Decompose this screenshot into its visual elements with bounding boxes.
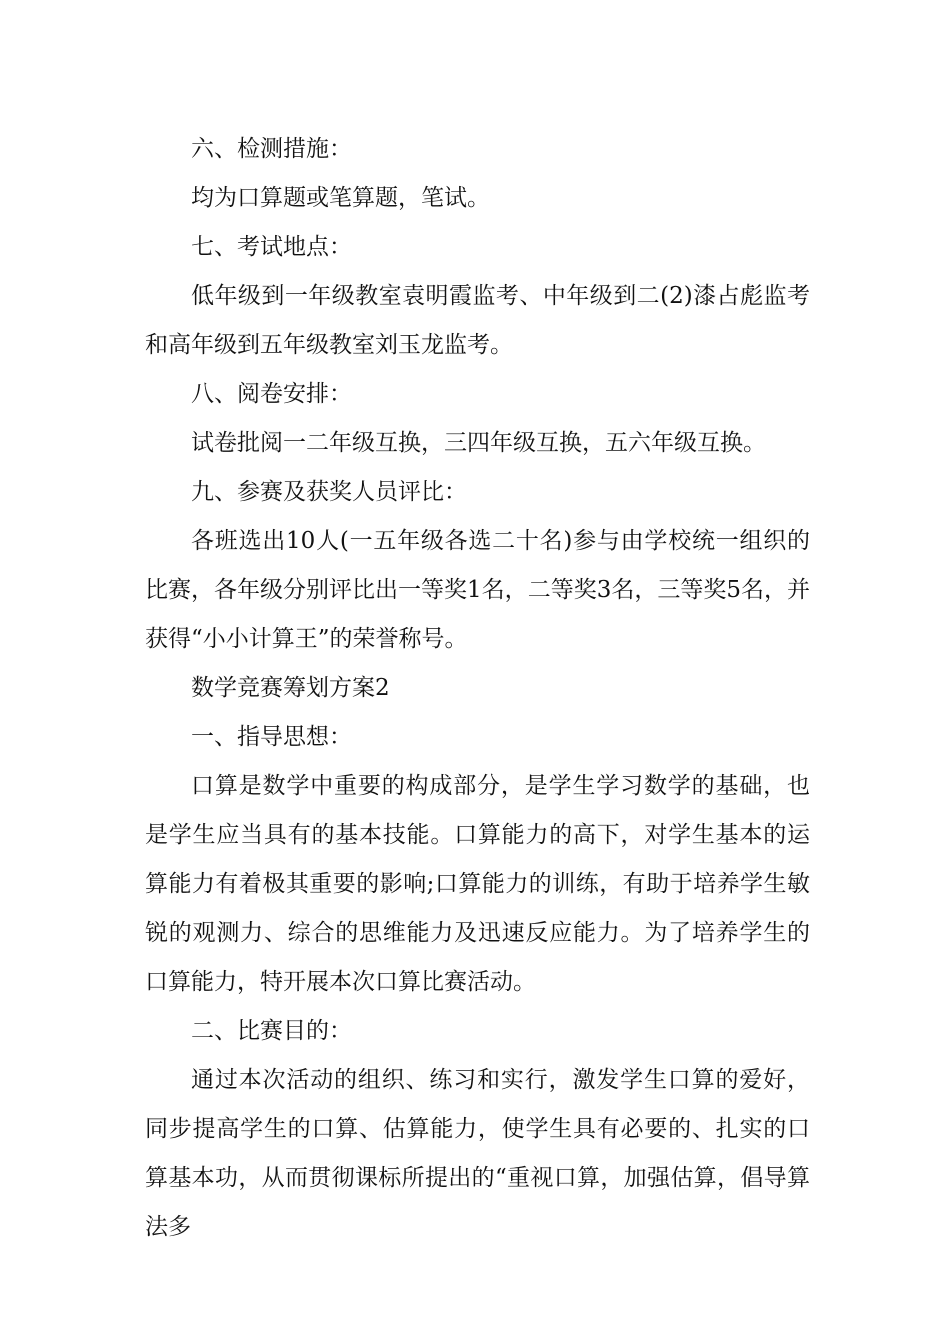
- section-heading-1: 一、指导思想：: [191, 724, 352, 750]
- paragraph-exam-location: 低年级到一年级教室袁明霞监考、中年级到二(2)漆占彪监考和高年级到五年级教室刘玉龙监考。: [145, 283, 810, 358]
- paragraph-awards: 各班选出10人(一五年级各选二十名)参与由学校统一组织的比赛，各年级分别评比出一等奖1名，二等奖3名，三等奖5名，并获得“小小计算王”的荣誉称号。: [145, 528, 810, 652]
- section-heading-8: 八、阅卷安排：: [191, 381, 352, 407]
- section-heading-9: 九、参赛及获奖人员评比：: [191, 479, 467, 505]
- paragraph-grading: 试卷批阅一二年级互换，三四年级互换，五六年级互换。: [191, 430, 766, 456]
- section-heading-6: 六、检测措施：: [191, 136, 352, 162]
- paragraph-test-method: 均为口算题或笔算题，笔试。: [191, 185, 490, 211]
- paragraph-guiding-idea: 口算是数学中重要的构成部分，是学生学习数学的基础，也是学生应当具有的基本技能。口算能力的高下，对学生基本的运算能力有着极其重要的影响;口算能力的训练，有助于培养学生敏锐的观测力、综合的思维能力及迅速反应能力。为了培养学生的口算能力，特开展本次口算比赛活动。: [145, 773, 810, 995]
- section-heading-7: 七、考试地点：: [191, 234, 352, 260]
- paragraph-purpose: 通过本次活动的组织、练习和实行，激发学生口算的爱好，同步提高学生的口算、估算能力，使学生具有必要的、扎实的口算基本功，从而贯彻课标所提出的“重视口算，加强估算，倡导算法多: [145, 1067, 810, 1240]
- document-subtitle: 数学竞赛筹划方案2: [191, 675, 390, 701]
- section-heading-2: 二、比赛目的：: [191, 1018, 352, 1044]
- document-body: [145, 125, 810, 1252]
